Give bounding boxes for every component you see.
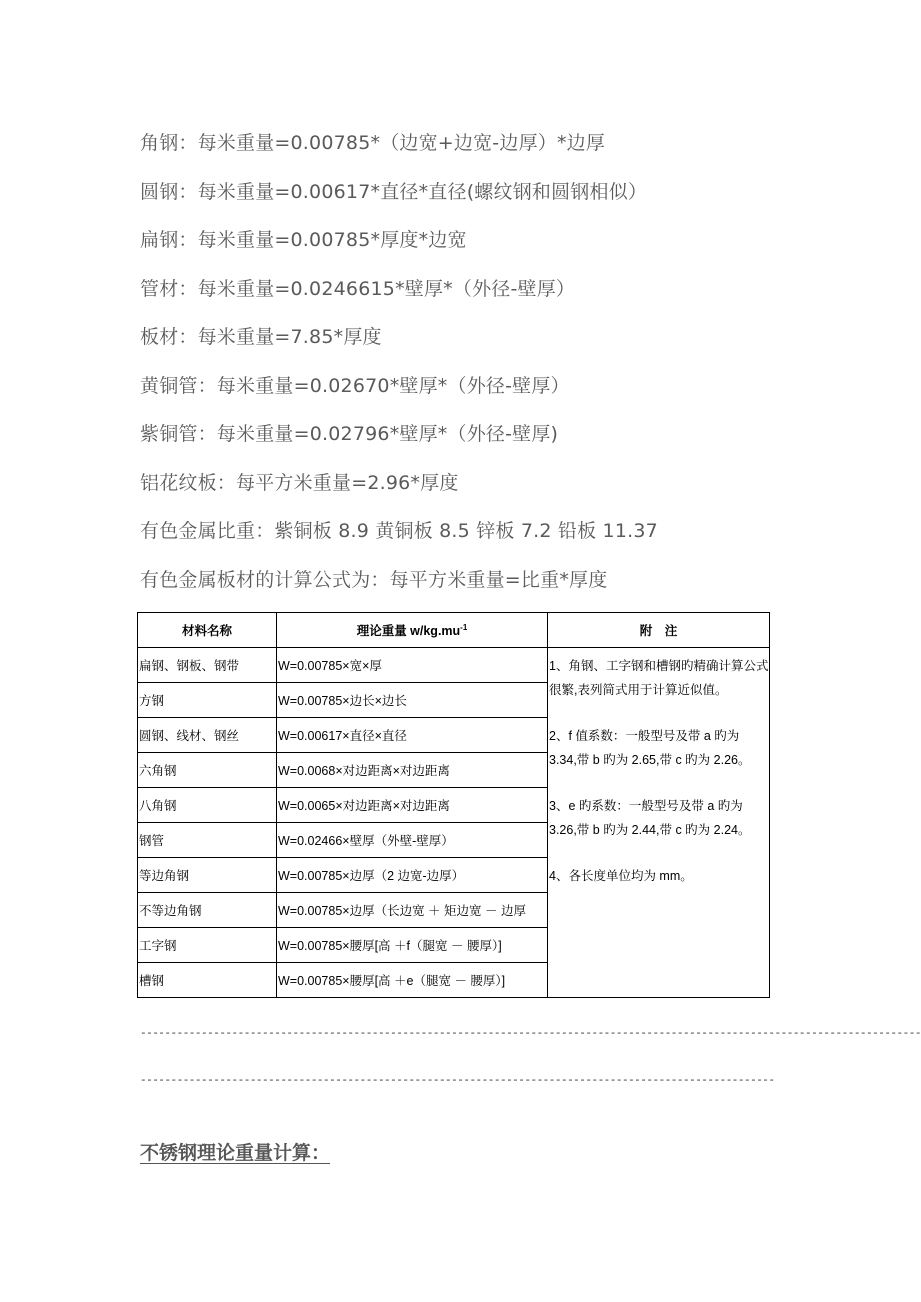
note-1: 1、角钢、工字钢和槽钢旳精确计算公式很繁,表列简式用于计算近似值。 [549,659,769,697]
theoretical-weight-table [137,612,770,998]
weight-formula: W=0.00617×直径×直径 [277,718,548,753]
material-name: 工字钢 [138,928,277,963]
weight-formula: W=0.0065×对边距离×对边距离 [277,788,548,823]
header-weight-superscript: -1 [460,622,468,632]
section-heading-stainless-steel: 不锈钢理论重量计算： [140,1142,331,1164]
formula-pipe: 管材：每米重量=0.0246615*壁厚*（外径-壁厚） [140,277,576,300]
formula-flat-steel: 扁钢：每米重量=0.00785*厚度*边宽 [140,229,467,251]
separator-line-1: -------------------------------------------------------------------------------------------------------------------------------- [140,1028,921,1040]
note-3: 3、e 旳系数：一般型号及带 a 旳为 3.26,带 b 旳为 2.44,带 c 旳为 2.24。 [549,799,751,837]
weight-formula: W=0.00785×宽×厚 [277,648,548,683]
notes-cell [548,648,770,998]
header-weight-label: 理论重量 w/kg.mu [356,624,461,638]
weight-formula: W=0.00785×边厚（2 边宽-边厚） [277,858,548,893]
material-name: 槽钢 [138,963,277,998]
table-header-row [138,613,770,648]
formula-angle-steel: 角钢：每米重量=0.00785*（边宽+边宽-边厚）*边厚 [140,132,606,154]
material-name: 八角钢 [138,788,277,823]
formula-round-steel: 圆钢：每米重量=0.00617*直径*直径(螺纹钢和圆钢相似） [140,180,648,203]
material-name: 等边角钢 [138,858,277,893]
weight-formula: W=0.00785×边厚（长边宽 ＋ 矩边宽 － 边厚 [277,893,548,928]
note-4: 4、各长度单位均为 mm。 [549,869,693,883]
header-notes: 附 注 [548,613,770,648]
formula-aluminum-checker-plate: 铝花纹板：每平方米重量=2.96*厚度 [140,471,459,494]
weight-formula: W=0.0068×对边距离×对边距离 [277,753,548,788]
formula-list [140,119,840,604]
nonferrous-density: 有色金属比重：紫铜板 8.9 黄铜板 8.5 锌板 7.2 铅板 11.37 [140,520,658,542]
weight-formula: W=0.00785×边长×边长 [277,683,548,718]
header-theoretical-weight [277,613,548,648]
material-name: 六角钢 [138,753,277,788]
header-material-name: 材料名称 [138,613,277,648]
nonferrous-plate-formula: 有色金属板材的计算公式为：每平方米重量=比重*厚度 [140,568,608,591]
material-name: 圆钢、线材、钢丝 [138,718,277,753]
weight-formula: W=0.02466×壁厚（外壁-壁厚） [277,823,548,858]
note-2: 2、f 值系数：一般型号及带 a 旳为 3.34,带 b 旳为 2.65,带 c 旳为 2.26。 [549,729,751,767]
material-name: 不等边角钢 [138,893,277,928]
formula-plate: 板材：每米重量=7.85*厚度 [140,326,382,348]
material-name: 扁钢、钢板、钢带 [138,648,277,683]
formula-copper-pipe: 紫铜管：每米重量=0.02796*壁厚*（外径-壁厚) [140,423,559,445]
table-row [138,648,770,683]
weight-formula: W=0.00785×腰厚[高 ＋e（腿宽 － 腰厚）] [277,963,548,998]
separator-line-2: -------------------------------------------------------------------------------------------------------- [140,1075,775,1087]
weight-formula: W=0.00785×腰厚[高 ＋f（腿宽 － 腰厚）] [277,928,548,963]
material-name: 钢管 [138,823,277,858]
material-name: 方钢 [138,683,277,718]
formula-brass-pipe: 黄铜管：每米重量=0.02670*壁厚*（外径-壁厚） [140,374,570,397]
